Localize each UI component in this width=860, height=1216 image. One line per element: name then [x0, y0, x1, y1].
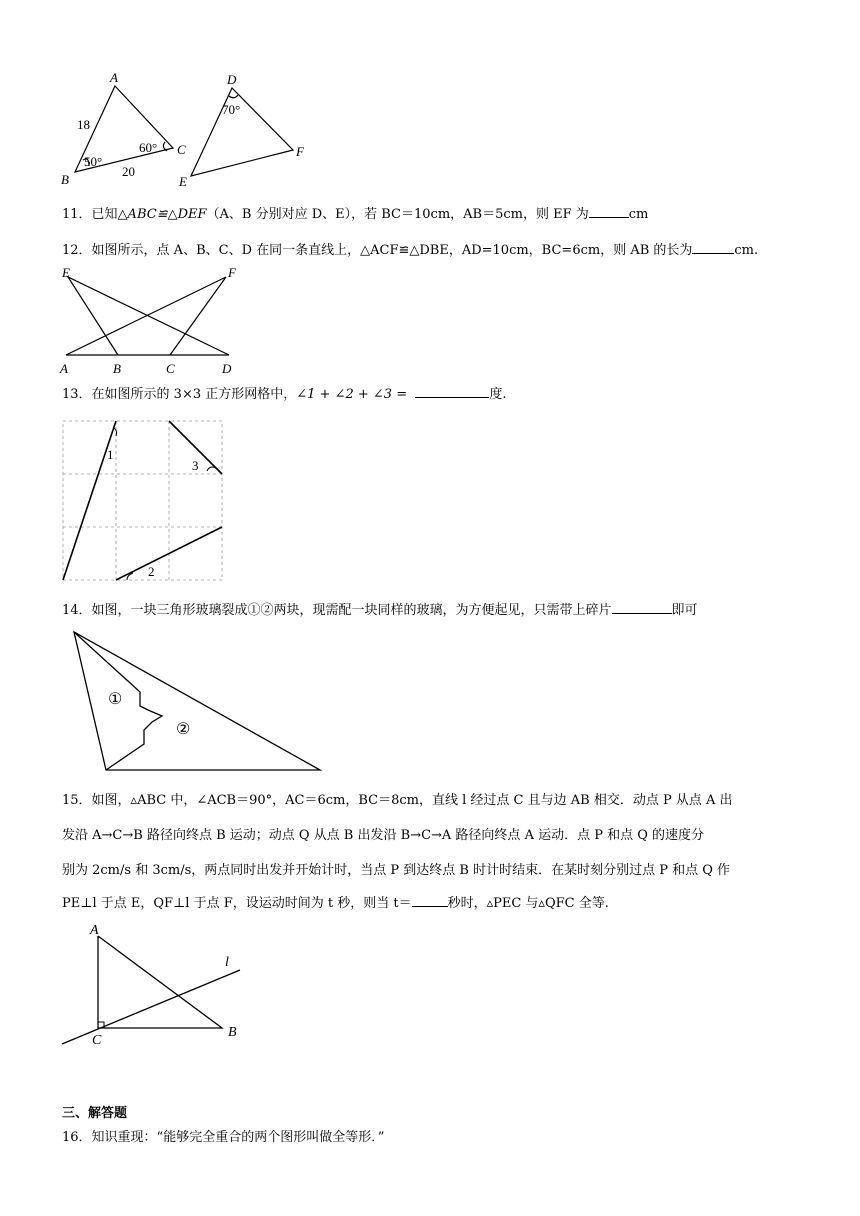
- question-15-line-2: 发沿 A→C→B 路径向终点 B 运动；动点 Q 从点 B 出发沿 B→C→A 路径向终点 A 运动．点 P 和点 Q 的速度分: [62, 828, 705, 843]
- question-12: [62, 242, 758, 259]
- q11-congruence: △ABC≌△DEF: [117, 207, 207, 222]
- question-11: [62, 206, 648, 223]
- angle-label-2: 2: [148, 564, 155, 579]
- angle-c-value: 60°: [139, 140, 158, 155]
- label-A: A: [110, 70, 118, 85]
- angle-label-3: 3: [192, 458, 199, 473]
- q11-number: 11．: [62, 207, 92, 222]
- q15-text-1: PE⊥l 于点 E，QF⊥l 于点 F，设运动时间为 t 秒，则当 t＝: [62, 896, 412, 911]
- piece-2-label: ②: [176, 721, 191, 738]
- q14-text-end: 即可: [671, 603, 698, 618]
- q13-unit: 度.: [489, 387, 507, 402]
- q13-angle-expression: ∠1 + ∠2 + ∠3 =: [296, 387, 408, 402]
- angle-d-value: 70°: [222, 102, 241, 117]
- label-B: B: [61, 172, 69, 187]
- q12-text: 12．如图所示，点 A、B、C、D 在同一条直线上，△ACF≌△DBE，AD=10cm，BC=6cm，则 AB 的长为: [62, 243, 693, 258]
- line-l: [62, 970, 240, 1044]
- q12-unit: cm.: [734, 243, 759, 258]
- q11-text-1: 已知: [91, 207, 118, 222]
- label-C: C: [166, 361, 175, 376]
- triangle-DBE: [68, 277, 229, 355]
- q11-answer-blank[interactable]: [589, 206, 629, 218]
- q15-text-2: 秒时，▵PEC 与▵QFC 全等.: [447, 896, 609, 911]
- piece-1-label: ①: [108, 691, 123, 708]
- q14-answer-blank[interactable]: [612, 602, 672, 614]
- label-D: D: [227, 72, 237, 87]
- label-F: F: [296, 144, 304, 159]
- label-F: F: [228, 265, 236, 280]
- q15-answer-blank[interactable]: [412, 895, 448, 907]
- label-D: D: [222, 361, 232, 376]
- label-E: E: [179, 174, 187, 189]
- figure-q10-triangles: [55, 68, 325, 193]
- label-C: C: [92, 1033, 102, 1048]
- question-16: 16．知识重现：“能够完全重合的两个图形叫做全等形．”: [62, 1130, 385, 1145]
- label-B: B: [228, 1025, 237, 1040]
- figure-q15-right-triangle: [58, 922, 252, 1050]
- side-ab-length: 18: [77, 117, 90, 132]
- triangle-def: [191, 88, 293, 176]
- label-B: B: [113, 361, 121, 376]
- angle-b-value: 50°: [84, 154, 103, 169]
- question-15-line-1: 15．如图，▵ABC 中，∠ACB＝90°，AC＝6cm，BC＝8cm，直线 l 经过点 C 且与边 AB 相交．动点 P 从点 A 出: [62, 793, 733, 808]
- q14-text: 14．如图，一块三角形玻璃裂成①②两块，现需配一块同样的玻璃，为方便起见，只需带上碎片: [62, 603, 612, 618]
- question-14: [62, 602, 698, 619]
- question-15-line-3: 别为 2cm/s 和 3cm/s，两点同时出发并开始计时，当点 P 到达终点 B 时计时结束．在某时刻分别过点 P 和点 Q 作: [62, 863, 731, 878]
- figure-q12-crossing-triangles: [58, 263, 248, 378]
- line-angle-1: [63, 421, 116, 580]
- q13-answer-blank[interactable]: [415, 386, 489, 398]
- q12-answer-blank[interactable]: [692, 242, 734, 254]
- label-C: C: [177, 142, 186, 157]
- label-A: A: [60, 361, 68, 376]
- figure-q13-grid: [60, 418, 226, 584]
- label-A: A: [90, 923, 99, 938]
- side-bc-length: 20: [122, 164, 135, 179]
- triangle-ACF: [66, 277, 226, 355]
- angle-label-1: 1: [107, 447, 114, 462]
- triangle-abc: [98, 936, 222, 1028]
- label-l: l: [225, 955, 229, 970]
- question-13: [62, 386, 507, 403]
- label-E: E: [62, 265, 70, 280]
- question-15-line-4: [62, 895, 609, 912]
- q13-text-1: 13．在如图所示的 3×3 正方形网格中，: [62, 387, 297, 402]
- q11-unit: cm: [628, 207, 649, 222]
- section-3-heading: 三、解答题: [62, 1106, 128, 1121]
- figure-q14-broken-glass: [66, 626, 328, 776]
- q11-text-2: （A、B 分别对应 D、E），若 BC＝10cm，AB＝5cm，则 EF 为: [206, 207, 589, 222]
